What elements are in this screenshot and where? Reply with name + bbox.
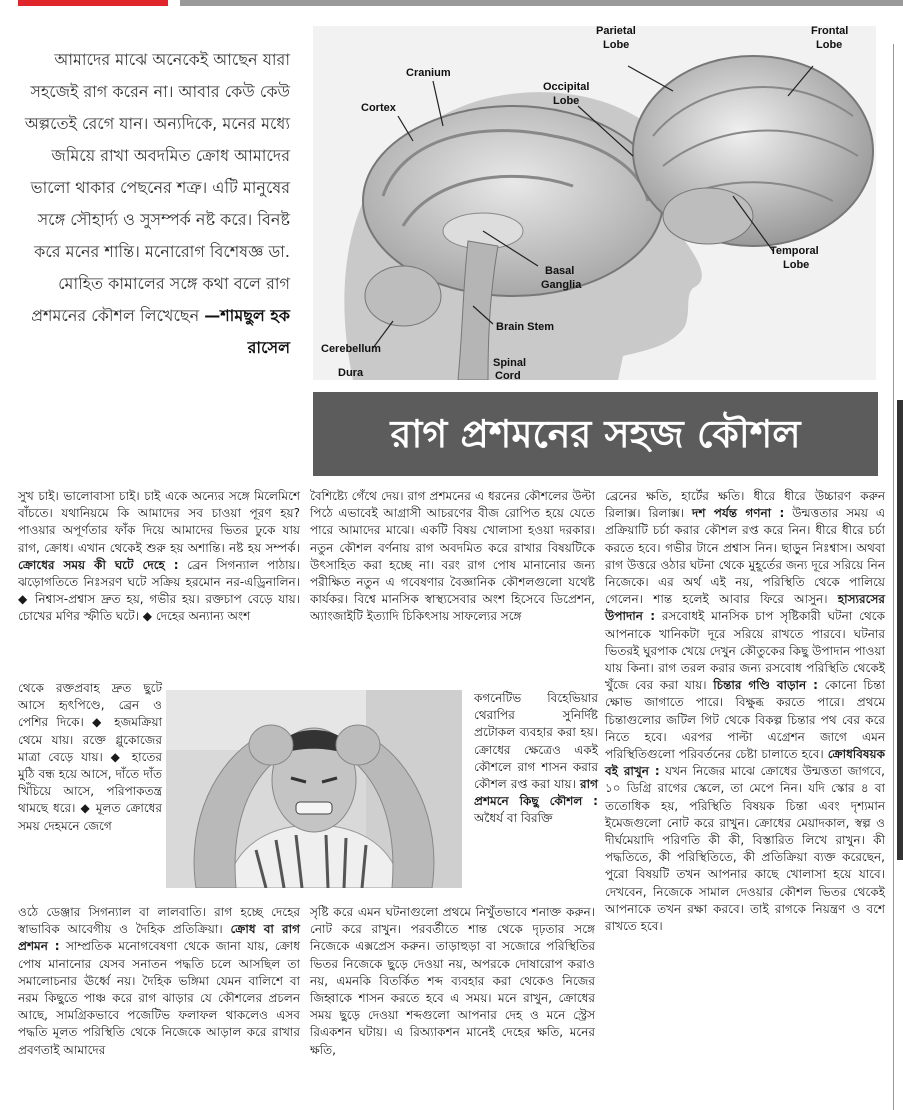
col2-intro-para: বৈশিষ্ট্যে গেঁথে দেয়। রাগ প্রশমনের এ ধরনের কৌশলের উল্টা পিঠে এভাবেই আগ্রাসী আচরণের বীজ রোপিত হয়ে যেতে পারে আমাদের মাঝে। একটি বিষয় খোলাসা হওয়া দরকার। নতুন কৌশল বর্ণনায় রাগ অবদমিত করে রাখার বিষয়টিকে উৎসাহিত করা হচ্ছে না। বরং রাগ পোষ মানানোর জন্য পরীক্ষিত নতুন এ গবেষণার বৈজ্ঞানিক কৌশলগুলো যথেষ্ট কার্যকর। বিশ্বে মানসিক স্বাস্থ্যসেবার অংশ হিসেবে ডিপ্রেশন, অ্যাংজাইটি ইত্যাদি চিকিৎসায় সাফল্যের সঙ্গে xyxy=(310,489,595,624)
top-rule xyxy=(180,0,903,6)
label-parietal: Parietal xyxy=(596,26,636,37)
col3-subhead-book: ক্রোধবিষয়ক বই রাখুন : xyxy=(605,747,885,779)
label-cortex: Cortex xyxy=(361,102,396,114)
label-occipital-lobe: Lobe xyxy=(553,95,580,107)
col1-control-para: সাম্প্রতিক মনোগবেষণা থেকে জানা যায়, ক্রোধ পোষ মানানোর যেসব সনাতন পদ্ধতি চলে আসছিল তা সমালোচনার ঊর্ধ্বে নয়। দৈহিক ভঙ্গিমা যেমন বালিশে বা নরম কিছুতে পাঞ্চ করে রাগ ঝাড়ার যে কৌশলের প্রচলন আছে, সামগ্রিকভাবে পজেটিভ ফলাফল থাকলেও এসব পদ্ধতি মূলত পরিস্থিতি থেকে নিজেকে আড়াল করে রাখার প্রবণতাই আমাদের xyxy=(18,939,300,1057)
col2-subhead-tips: রাগ প্রশমনে কিছু কৌশল : xyxy=(474,777,598,809)
label-cranium: Cranium xyxy=(406,67,451,79)
col2-tips-para: সৃষ্টি করে এমন ঘটনাগুলো প্রথমে নিখুঁতভাবে শনাক্ত করুন। নোট করে রাখুন। পরবর্তীতে শান্ত থেকে দৃঢ়তার সঙ্গে নিজেকে এক্সপ্রেস করুন। তাড়াহুড়া বা সজোরে পরিস্থিতির ভিতর নিজেকে ছুড়ে দেওয়া নয়, অপরকে দোষারোপ করাও নয়, এমনকি বিতর্কিত শব্দ ব্যবহার করা থেকেও নিজের জিহ্বাকে শাসন করতে হবে এ সময়। মনে রাখুন, ক্রোধের সময় ছুড়ে দেওয়া শব্দগুলো আপনার দেহ ও মনে স্ট্রেস রিএকশন ঘটায়। এ রিঅ্যাকশন মানেই দেহের ক্ষতি, মনের ক্ষতি, xyxy=(310,905,595,1057)
label-ganglia: Ganglia xyxy=(541,279,582,291)
angry-man-photo xyxy=(166,690,462,888)
label-parietal-lobe: Lobe xyxy=(603,39,630,51)
column-2-wrap xyxy=(474,690,598,828)
col2-tips-start: অধৈর্য বা বিরক্তি xyxy=(474,811,553,826)
intro-deck xyxy=(18,44,290,364)
label-temporal: Temporal xyxy=(770,245,819,257)
label-frontal: Frontal xyxy=(811,26,849,37)
label-basal: Basal xyxy=(545,265,575,277)
col3-subhead-thinking: চিন্তার গণ্ডি বাড়ান : xyxy=(713,678,818,693)
col1-wrap-para: থেকে রক্তপ্রবাহ দ্রুত ছুটে আসে হৃৎপিণ্ডে, ব্রেন ও পেশির দিকে। ◆ হজমক্রিয়া থেমে যায়। রক্তে গ্লুকোজের মাত্রা বেড়ে যায়। ◆ হাতের মুঠি বন্ধ হয়ে আসে, দাঁতে দাঁত খিঁচিয়ে আসে, পরিপাকতন্ত্র থামছে ধরে। ◆ মূলত ক্রোধের সময় দেহমনে জেগে xyxy=(18,681,162,833)
col3-relax-para: ব্রেনের ক্ষতি, হার্টের ক্ষতি। ধীরে ধীরে উচ্চারণ করুন রিলাক্স। রিলাক্স। xyxy=(605,489,885,521)
col3-subhead-humor: হাস্যরসের উপাদান : xyxy=(605,592,885,624)
cerebellum-shape xyxy=(365,266,441,326)
label-cord: Cord xyxy=(495,370,521,380)
label-temporal-lobe: Lobe xyxy=(783,259,810,271)
column-1-top xyxy=(18,488,300,626)
headline: রাগ প্রশমনের সহজ কৌশল xyxy=(313,392,878,476)
col3-subhead-count: দশ পর্যন্ত গণনা : xyxy=(692,506,785,521)
page-edge-bar xyxy=(897,400,903,860)
col1-subhead-body: ক্রোধের সময় কী ঘটে দেহে : xyxy=(18,557,179,572)
col3-humor-para: রসবোধই মানসিক চাপ সৃষ্টিকারী ঘটনা থেকে আপনাকে খানিকটা দূরে সরিয়ে রাখতে পারবে। ঘটনার ভিতরই ঘুরপাক খেয়ে দেখুন কৌতুকের কিছু উপাদান পাওয়া যায় কিনা। রাগ তরল করার জন্য রসবোধ পরিস্থিতি থেকেই খুঁজে বের করা যায়। xyxy=(605,609,885,693)
column-2-top xyxy=(310,488,595,626)
label-cerebellum: Cerebellum xyxy=(321,343,381,355)
column-3 xyxy=(605,488,885,935)
col1-body-para: ব্রেন সিগন্যাল পাঠায়। ঝড়োগতিতে নিঃসরণ ঘটে সক্রিয় হরমোন নর-এড্রিনালিন। ◆ নিশ্বাস-প্রশ্বাস দ্রুত হয়, গভীর হয়। রক্তচাপ বেড়ে যায়। চোখের মণির স্ফীতি ঘটে। ◆ দেহের অন্যান্য অংশ xyxy=(18,557,301,624)
label-dura: Dura xyxy=(338,367,364,379)
label-occipital: Occipital xyxy=(543,81,590,93)
intro-text: আমাদের মাঝে অনেকেই আছেন যারা সহজেই রাগ করেন না। আবার কেউ কেউ অল্পতেই রেগে যান। অন্যদিকে, মনের মধ্যে জমিয়ে রাখা অবদমিত ক্রোধ আমাদের ভালো থাকার পেছনের শত্রু। এটি মানুষের সঙ্গে সৌহার্দ্য ও সুসম্পর্ক নষ্ট করে। বিনষ্ট করে মনের শান্তি। মনোরোগ বিশেষজ্ঞ ডা. মোহিত কামালের সঙ্গে কথা বলে রাগ প্রশমনের কৌশল লিখেছেন xyxy=(24,50,290,325)
brain-illustration xyxy=(313,26,876,380)
label-spinal: Spinal xyxy=(493,357,527,369)
label-brain-stem: Brain Stem xyxy=(496,321,555,333)
column-1-wrap xyxy=(18,680,162,835)
column-1-bottom xyxy=(18,904,300,1059)
column-2-bottom xyxy=(310,904,595,1059)
col1-subhead-control: ক্রোধ বা রাগ প্রশমন : xyxy=(18,922,300,954)
label-frontal-lobe: Lobe xyxy=(816,39,843,51)
col1-danger-para: ওঠে ডেঞ্জার সিগন্যাল বা লালবাতি। রাগ হচ্ছে দেহের স্বাভাবিক আবেগীয় ও দৈহিক প্রতিক্রিয়া। xyxy=(18,905,300,937)
col1-intro-para: সুখ চাই। ভালোবাসা চাই। চাই একে অন্যের সঙ্গে মিলেমিশে বাঁচতে। যথানিয়মে কি আমাদের সব চাওয়া পূরণ হয়? পাওয়ার অপূর্ণতার ফাঁক দিয়ে আমাদের ভিতর ঢুকে যায় রাগ, ক্রোধ। এখান থেকেই শুরু হয় অশান্তি। নষ্ট হয় সম্পর্ক। xyxy=(18,489,300,555)
col3-thinking-para: কোনো চিন্তা ক্ষোভ জাগাতে পারে। বিক্ষুব্ধ করতে পারে। প্রথমে চিন্তাগুলোর জটিল গিট থেকে বিকল্প চিন্তার পথ বের করে নিতে হবে। এরপর পাল্টা এগ্রেশন জাগে এমন পরিস্থিতিগুলো পরিবর্তনের চেষ্টা চালাতে হবে। xyxy=(605,678,885,762)
col3-book-para: যখন নিজের মাঝে ক্রোধের উন্মত্ততা জাগবে, ১০ ডিগ্রি রাগের স্কেলে, তা মেপে নিন। যদি স্কোর ৪ বা ততোধিক হয়, পরিস্থিতি বিষয়ক চিন্তা এবং দৃশ্যমান ইমেজগুলো নোট করে রাখুন। ক্রোধের মেয়াদকাল, স্বল্প ও দীর্ঘমেয়াদি পরিণতি কী কী, বিস্তারিত লিখে রাখুন। কী পদ্ধতিতে, কী পরিস্থিতিতে, কী প্রতিক্রিয়া ব্যক্ত করেছেন, পুরো বিষয়টি তখন আপনার কাছে খোলাসা হয়ে যাবে। দেখবেন, নিজেকে সামাল দেওয়ার কৌশল ভিতর থেকেই আপনাকে তখন রক্ষা করবে। তাই রাগকে নিয়ন্ত্রণ ও বশে রাখতে হবে। xyxy=(605,764,885,934)
top-accent-bar xyxy=(18,0,168,6)
col3-count-para: উন্মত্ততার সময় এ প্রক্রিয়াটি চর্চা করার কৌশল রপ্ত করে নিন। ধীরে ধীরে চর্চা করতে হবে। গভীর টানে প্রশ্বাস নিন। ছাড়ুন নিঃশ্বাস। অথবা রাগ উত্তরে ওঠার ঘটনা থেকে মুহূর্তের জন্য দূরে সরিয়ে নিন নিজেকে। এর অর্থ এই নয়, পরিস্থিতি থেকে পালিয়ে গেলেন। শান্ত হলেই আবার ফিরে আসুন। xyxy=(605,506,885,607)
col2-cbt-para: কগনেটিভ বিহেভিয়ার থেরাপির সুনির্দিষ্ট প্রটোকল ব্যবহার করা হয়। ক্রোধের ক্ষেত্রেও একই কৌশলে রাগ শাসন করার কৌশল রপ্ত করা যায়। xyxy=(474,691,598,792)
byline: —শামছুল হক রাসেল xyxy=(204,306,290,357)
